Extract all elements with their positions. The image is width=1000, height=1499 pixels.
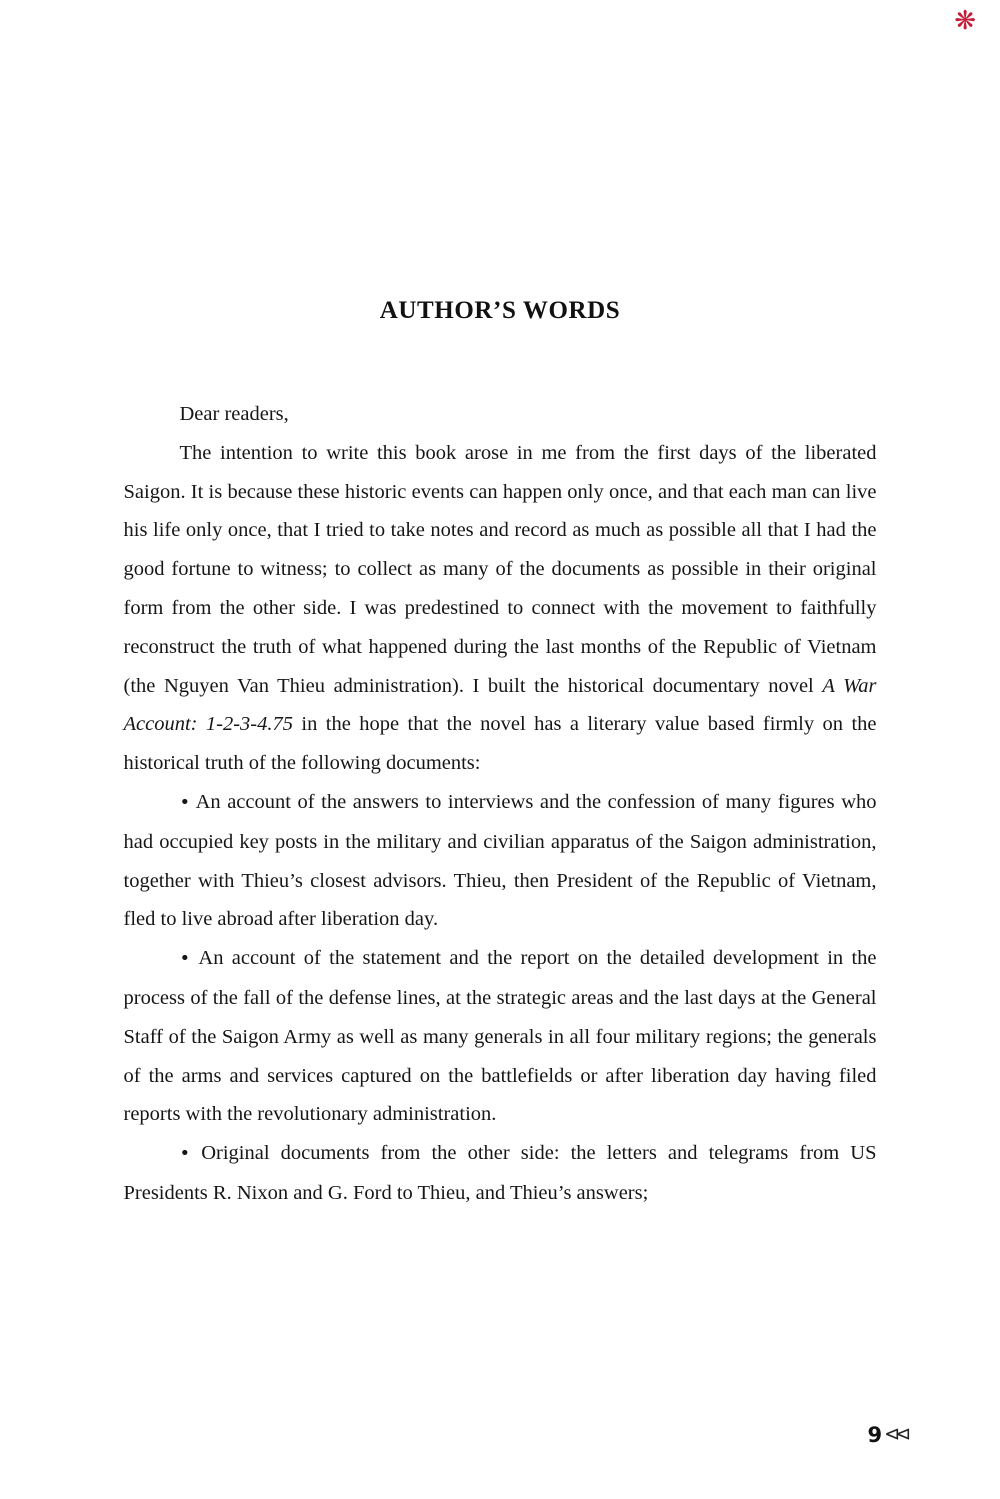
chapter-title: AUTHOR’S WORDS (379, 297, 621, 324)
paragraph-intro (124, 434, 877, 783)
paragraph-intro-tail: in the hope that the novel has a literary value based firmly on the historical truth of the following documents: (123, 713, 877, 775)
decorative-flower-icon: ❋ (954, 6, 976, 36)
page-marker-arrows-icon: ⊲⊲ (884, 1423, 906, 1445)
bullet-dot-icon: • (179, 948, 191, 970)
page-footer (868, 1423, 912, 1447)
paragraph-intro-text: The intention to write this book arose in me from the first days of the liberated Saigon. It is because these historic events can happen only once, and that each man can live his life only once, that I tried to take notes and record as much as possible all that I had the good fortune to witness; to collect as many of the documents as possible in their original form from the other side. I was predestined to connect with the movement to faithfully reconstruct the truth of what happened during the last months of the Republic of Vietnam (the Nguyen Van Thieu administration). I built the historical documentary novel (123, 441, 877, 697)
bullet-item-2 (124, 939, 877, 1134)
bullet-item-1-text: An account of the answers to interviews and the confession of many figures who had occupied key posts in the military and civilian apparatus of the Saigon administration, together with Thieu’s closest advisors. Thieu, then President of the Republic of Vietnam, fled to live abroad after liberation day. (123, 790, 877, 931)
bullet-item-3-text: Original documents from the other side: the letters and telegrams from US Presidents R. Nixon and G. Ford to Thieu, and Thieu’s answers; (123, 1142, 877, 1204)
bullet-dot-icon: • (179, 1143, 191, 1165)
bullet-dot-icon: • (179, 791, 191, 813)
bullet-item-2-text: An account of the statement and the report on the detailed development in the process of the fall of the defense lines, at the strategic areas and the last days at the General Staff of the Saigon Army as well as many generals in all four military regions; the generals of the arms and services captured on the battlefields or after liberation day having filed reports with the revolutionary administration. (123, 947, 877, 1126)
book-title-italic: A War Account: 1-2-3-4.75 (123, 674, 877, 736)
bullet-item-1 (124, 783, 877, 939)
page-number: 9 (867, 1423, 883, 1447)
bullet-item-3 (124, 1134, 877, 1213)
salutation-line: Dear readers, (179, 403, 289, 425)
body-text (124, 395, 877, 1213)
